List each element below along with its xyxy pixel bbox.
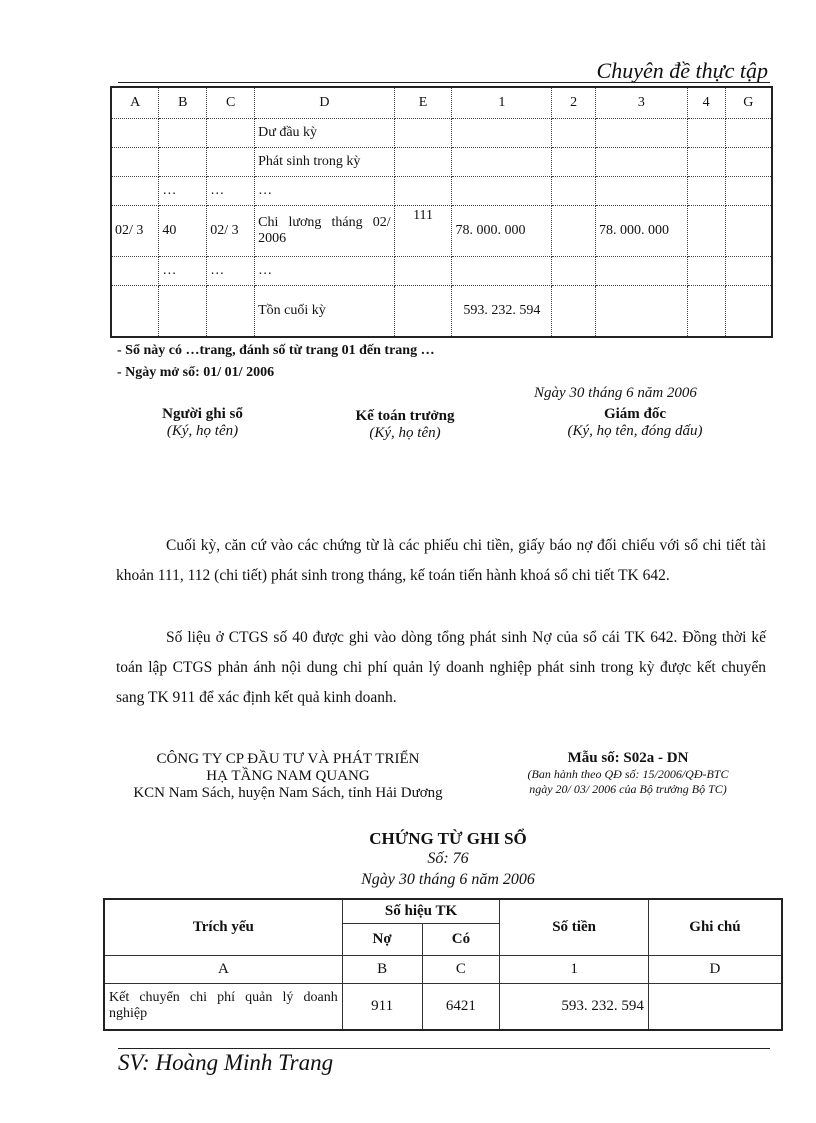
table-cell <box>111 148 159 177</box>
table-cell: Chi lương tháng 02/ 2006 <box>255 206 395 257</box>
company-block <box>108 751 468 802</box>
table-row <box>111 206 772 257</box>
signature-writer <box>120 406 285 440</box>
form-issued-line2: ngày 20/ 03/ 2006 của Bộ trưởng Bộ TC) <box>529 782 727 796</box>
table-cell: … <box>255 177 395 206</box>
table-cell <box>394 286 452 338</box>
table-cell: A <box>104 956 342 984</box>
table-cell <box>725 206 772 257</box>
col-header: Số hiệu TK <box>342 899 500 924</box>
company-name-line2: HẠ TẦNG NAM QUANG <box>206 768 370 784</box>
signature-director-sub: (Ký, họ tên, đóng dấu) <box>567 423 703 439</box>
table-cell <box>595 177 687 206</box>
document-date: Ngày 30 tháng 6 năm 2006 <box>361 871 535 888</box>
table-cell: 78. 000. 000 <box>595 206 687 257</box>
table-cell: Dư đầu kỳ <box>255 119 395 148</box>
table-cell <box>452 119 552 148</box>
table-row <box>111 119 772 148</box>
table-cell <box>111 257 159 286</box>
signature-writer-title: Người ghi sổ <box>162 406 243 422</box>
col-header: Nợ <box>342 924 422 956</box>
table-cell <box>687 257 725 286</box>
table-cell: C <box>422 956 500 984</box>
table-cell: 6421 <box>422 984 500 1030</box>
table-cell <box>687 206 725 257</box>
ledger-header-row <box>111 87 772 119</box>
form-code-block <box>478 750 778 797</box>
document-number: Số: 76 <box>427 850 469 867</box>
footer-student-name: SV: Hoàng Minh Trang <box>118 1050 334 1075</box>
table-cell <box>159 148 207 177</box>
table-cell: B <box>342 956 422 984</box>
body-paragraph-1: Cuối kỳ, căn cứ vào các chứng từ là các phiếu chi tiền, giấy báo nợ đối chiếu với sổ chi tiết tài khoản 111, 112 (chi tiết) phát sinh trong tháng, kế toán tiến hành khoá sổ chi tiết TK 642. <box>116 537 766 584</box>
table-cell <box>394 148 452 177</box>
table-cell: 02/ 3 <box>207 206 255 257</box>
table-cell <box>159 119 207 148</box>
col-header: 3 <box>595 87 687 119</box>
table-cell <box>725 119 772 148</box>
col-header: A <box>111 87 159 119</box>
table-cell: … <box>159 257 207 286</box>
table-cell <box>648 984 782 1030</box>
table-cell: Tồn cuối kỳ <box>255 286 395 338</box>
page-header-title: Chuyên đề thực tập <box>596 58 768 83</box>
table-cell: D <box>648 956 782 984</box>
table-cell <box>552 286 596 338</box>
note-open-date: - Ngày mở sổ: 01/ 01/ 2006 <box>117 365 275 380</box>
signature-director <box>540 406 730 440</box>
table-cell <box>394 177 452 206</box>
table-cell: 40 <box>159 206 207 257</box>
table-cell: Phát sinh trong kỳ <box>255 148 395 177</box>
table-cell <box>595 286 687 338</box>
document-title: CHỨNG TỪ GHI SỔ <box>369 829 527 848</box>
signature-accountant <box>320 408 490 442</box>
col-header: Số tiền <box>500 899 649 956</box>
table-header-row <box>104 899 782 924</box>
signature-writer-sub: (Ký, họ tên) <box>166 423 239 439</box>
table-cell <box>552 148 596 177</box>
table-cell <box>207 148 255 177</box>
col-header: Ghi chú <box>648 899 782 956</box>
col-header: 2 <box>552 87 596 119</box>
header-rule <box>118 82 770 83</box>
table-cell <box>595 257 687 286</box>
table-cell: 78. 000. 000 <box>452 206 552 257</box>
table-cell: … <box>207 177 255 206</box>
col-header: 1 <box>452 87 552 119</box>
table-cell <box>725 257 772 286</box>
col-header: C <box>207 87 255 119</box>
table-cell <box>595 148 687 177</box>
table-cell <box>687 148 725 177</box>
table-cell: 593. 232. 594 <box>452 286 552 338</box>
table-cell: 911 <box>342 984 422 1030</box>
footer-rule <box>118 1048 770 1049</box>
table-cell <box>394 257 452 286</box>
table-cell <box>687 286 725 338</box>
col-header: D <box>255 87 395 119</box>
table-row <box>111 148 772 177</box>
table-code-row <box>104 956 782 984</box>
table-cell <box>595 119 687 148</box>
table-cell <box>111 119 159 148</box>
table-cell <box>552 257 596 286</box>
table-row <box>111 257 772 286</box>
table-cell <box>207 286 255 338</box>
table-cell <box>725 286 772 338</box>
table-cell: … <box>255 257 395 286</box>
table-row <box>111 286 772 338</box>
table-cell: … <box>207 257 255 286</box>
company-name-line1: CÔNG TY CP ĐẦU TƯ VÀ PHÁT TRIỂN <box>156 751 420 767</box>
table-cell: 593. 232. 594 <box>500 984 649 1030</box>
table-row <box>111 177 772 206</box>
note-page-count: - Sổ này có …trang, đánh số từ trang 01 đến trang … <box>117 343 435 358</box>
table-cell <box>452 257 552 286</box>
table-cell <box>552 177 596 206</box>
table-cell <box>725 177 772 206</box>
ledger-table <box>110 86 773 338</box>
table-cell <box>452 177 552 206</box>
signature-accountant-title: Kế toán trưởng <box>355 408 455 424</box>
col-header: 4 <box>687 87 725 119</box>
table-cell <box>111 286 159 338</box>
signature-date: Ngày 30 tháng 6 năm 2006 <box>534 385 697 401</box>
table-cell: 02/ 3 <box>111 206 159 257</box>
table-cell <box>552 206 596 257</box>
signature-accountant-sub: (Ký, họ tên) <box>369 425 441 441</box>
form-code: Mẫu số: S02a - DN <box>567 750 689 766</box>
signature-director-title: Giám đốc <box>603 406 667 422</box>
table-cell <box>207 119 255 148</box>
table-cell <box>394 119 452 148</box>
col-header: Có <box>422 924 500 956</box>
company-address: KCN Nam Sách, huyện Nam Sách, tỉnh Hải Dương <box>133 785 443 801</box>
table-row <box>104 984 782 1030</box>
table-cell <box>452 148 552 177</box>
table-cell <box>725 148 772 177</box>
table-cell <box>687 119 725 148</box>
table-cell <box>111 177 159 206</box>
form-issued-line1: (Ban hành theo QĐ số: 15/2006/QĐ-BTC <box>527 767 729 781</box>
table-cell <box>159 286 207 338</box>
table-cell: 111 <box>394 206 452 257</box>
col-header: B <box>159 87 207 119</box>
body-paragraph-2: Số liệu ở CTGS số 40 được ghi vào dòng tổng phát sinh Nợ của sổ cái TK 642. Đồng thời kế toán lập CTGS phản ánh nội dung chi phí quản lý doanh nghiệp phát sinh trong kỳ được kết chuyển sang TK 911 để xác định kết quả kinh doanh. <box>116 629 766 706</box>
col-header: E <box>394 87 452 119</box>
table-cell: … <box>159 177 207 206</box>
table-cell: 1 <box>500 956 649 984</box>
table-cell <box>552 119 596 148</box>
ctgs-table <box>103 898 783 1031</box>
col-header: G <box>725 87 772 119</box>
table-cell <box>687 177 725 206</box>
col-header: Trích yếu <box>104 899 342 956</box>
table-cell: Kết chuyển chi phí quản lý doanh nghiệp <box>104 984 342 1030</box>
